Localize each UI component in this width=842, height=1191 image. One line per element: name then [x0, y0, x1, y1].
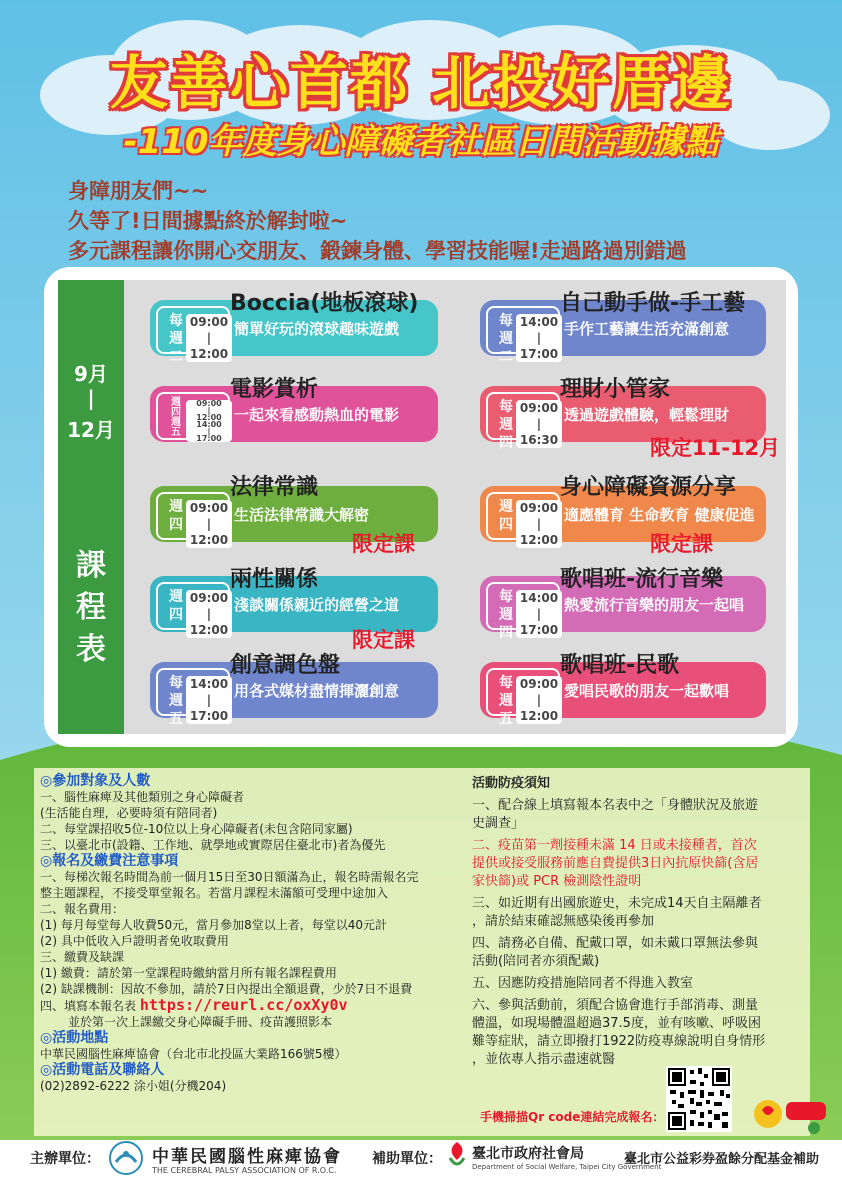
course-day: [496, 588, 516, 642]
day-char: 週: [499, 417, 513, 433]
course-name: 電影賞析: [230, 377, 319, 402]
info-line: 四、填寫本報名表: [40, 999, 140, 1013]
fund-text: 臺北市公益彩券盈餘分配基金補助: [624, 1152, 820, 1167]
period-sep: |: [87, 386, 95, 410]
qr-code[interactable]: [666, 1066, 732, 1132]
time-line: 12:00: [189, 623, 229, 637]
main-title: 友善心首都 北投好厝邊: [109, 49, 733, 117]
time-line: 09:00: [189, 501, 229, 515]
heading-registration: ◎報名及繳費注意事項: [40, 853, 179, 869]
time-line: 09:00: [519, 501, 559, 515]
day-char: 五: [499, 711, 513, 727]
heading-location: ◎活動地點: [40, 1030, 109, 1046]
day-char: 每: [499, 399, 513, 415]
info-line: 一、配合線上填寫報本名表中之「身體狀況及旅遊: [472, 798, 759, 813]
info-line: (2) 具中低收入戶證明者免收取費用: [40, 934, 229, 948]
day-char: 週: [171, 417, 181, 428]
intro-text: [68, 176, 687, 266]
course-name: 歌唱班-民歌: [560, 653, 680, 678]
info-line: (生活能自理，必要時須有陪同者): [40, 806, 218, 820]
course-day: [496, 498, 516, 534]
time-line: |: [536, 693, 542, 707]
contact-line: (02)2892-6222 涂小姐(分機204): [40, 1079, 227, 1093]
course-name: 自己動手做-手工藝: [560, 291, 746, 316]
time-line: |: [536, 517, 542, 531]
course-day: [166, 398, 186, 438]
day-char: 週: [499, 331, 513, 347]
heading-prevention: 活動防疫須知: [472, 776, 551, 791]
day-char: 二: [169, 349, 183, 365]
period-bottom: 12月: [67, 418, 115, 442]
time-line: 09:00: [189, 315, 229, 329]
day-char: 五: [169, 711, 183, 727]
course-description: 淺談關係親近的經營之道: [234, 596, 400, 614]
heading-participants: ◎參加對象及人數: [40, 773, 151, 789]
time-line: 14:00: [196, 420, 222, 429]
time-line: 16:30: [519, 433, 559, 447]
course-description: 透過遊戲體驗，輕鬆理財: [564, 406, 730, 424]
course-description: 一起來看感動熱血的電影: [234, 406, 400, 424]
day-char: 四: [169, 517, 183, 533]
support-label: 補助單位：: [372, 1151, 442, 1167]
day-char: 週: [169, 499, 183, 515]
host-name-en: THE CEREBRAL PALSY ASSOCIATION OF R.O.C.: [152, 1166, 337, 1175]
time-line: 12:00: [196, 413, 222, 422]
course-name: 創意調色盤: [230, 653, 341, 678]
day-char: 每: [499, 313, 513, 329]
day-char: 二: [499, 349, 513, 365]
info-line: 體溫，如現場體溫超過37.5度，並有咳嗽、呼吸困: [472, 1016, 761, 1031]
time-line: 17:00: [519, 623, 559, 637]
info-line: 難等症狀，請立即撥打1922防疫專線說明自身情形: [472, 1034, 766, 1049]
time-line: 17:00: [189, 709, 229, 723]
info-line: 三、以臺北市(設籍、工作地、就學地或實際居住臺北市)者為優先: [40, 838, 386, 852]
course-name: 法律常識: [230, 475, 319, 500]
time-line: 09:00: [519, 677, 559, 691]
day-char: 週: [171, 397, 181, 408]
day-char: 四: [499, 435, 513, 451]
course-day-badge: [156, 392, 230, 443]
time-line: 17:00: [519, 347, 559, 361]
info-line: 四、請務必自備、配戴口罩，如未戴口罩無法參與: [472, 936, 759, 951]
host-name: 中華民國腦性麻痺協會: [152, 1147, 342, 1167]
info-line: 史調查」: [472, 816, 525, 831]
course-day-badge: [156, 492, 230, 547]
time-line: |: [206, 517, 212, 531]
info-line: 五、因應防疫措施陪同者不得進入教室: [472, 976, 694, 991]
course-limit-badge: 限定課: [352, 628, 415, 652]
info-line: 六、參與活動前，須配合協會進行手部消毒、測量: [472, 998, 759, 1013]
time-line: |: [206, 693, 212, 707]
course-day: [166, 674, 186, 728]
course-day-badge: [156, 582, 230, 637]
course-description: 愛唱民歌的朋友一起歡唱: [564, 682, 730, 700]
course-time: [186, 590, 232, 638]
course-time: [186, 400, 232, 442]
time-line: |: [206, 607, 212, 621]
course-day-badge: [486, 582, 560, 641]
course-day: [166, 312, 186, 366]
info-line: ，並依專人指示盡速就醫: [472, 1052, 616, 1067]
time-line: 09:00: [189, 591, 229, 605]
course-time: [516, 676, 562, 724]
course-name: 兩性關係: [230, 567, 319, 592]
time-line: |: [536, 607, 542, 621]
day-char: 每: [169, 675, 183, 691]
day-char: 五: [171, 427, 181, 438]
course-time: [186, 314, 232, 362]
info-line-url: [40, 997, 419, 1014]
time-line: 14:00: [519, 591, 559, 605]
day-char: 週: [499, 499, 513, 515]
day-char: 每: [499, 589, 513, 605]
info-line: 三、如近期有出國旅遊史，未完成14天自主隔離者: [472, 896, 762, 911]
course-time: [186, 676, 232, 724]
info-line: 提供或接受服務前應自費提供3日內抗原快篩(含居: [472, 856, 759, 871]
day-char: 四: [499, 517, 513, 533]
time-line: |: [207, 427, 211, 436]
time-line: 17:00: [196, 434, 222, 443]
day-char: 四: [169, 607, 183, 623]
info-line: (1) 每月每堂每人收費50元，當月參加8堂以上者，每堂以40元計: [40, 918, 387, 932]
day-char: 週: [169, 693, 183, 709]
schedule-label-2: 程: [76, 590, 106, 625]
info-line: 三、繳費及缺課: [40, 950, 125, 964]
day-char: 四: [499, 625, 513, 641]
course-day-badge: [156, 668, 230, 727]
host-label: 主辦單位：: [30, 1151, 100, 1167]
course-description: 用各式媒材盡情揮灑創意: [234, 682, 400, 700]
info-left: [40, 773, 419, 1094]
scan-instruction: 手機掃描Qr code連結完成報名：: [480, 1110, 665, 1124]
info-line: 一、腦性麻痺及其他類別之身心障礙者: [40, 790, 245, 804]
info-right: [472, 775, 765, 1069]
period-top: 9月: [74, 362, 108, 386]
day-char: 週: [499, 607, 513, 623]
course-time: [186, 500, 232, 548]
support-name: 臺北市政府社會局: [472, 1146, 584, 1162]
heading-contact: ◎活動電話及聯絡人: [40, 1062, 165, 1078]
intro-line: 多元課程讓你開心交朋友、鍛鍊身體、學習技能喔!走過路過別錯過: [68, 239, 687, 263]
day-char: 週: [169, 331, 183, 347]
course-description: 簡單好玩的滾球趣味遊戲: [234, 320, 400, 338]
day-char: 四: [171, 407, 181, 418]
time-line: 14:00: [189, 677, 229, 691]
course-day-badge: [486, 492, 560, 547]
time-line: 12:00: [189, 533, 229, 547]
course-day: [166, 498, 186, 534]
course-name: 理財小管家: [560, 377, 671, 402]
info-line: 家快篩)或 PCR 檢測陰性證明: [472, 874, 642, 889]
support-name-en: Department of Social Welfare, Taipei City Government: [472, 1163, 662, 1171]
info-line: ，請於結束確認無感染後再參加: [472, 914, 655, 929]
info-line: 一、每梯次報名時間為前一個月15日至30日額滿為止，報名時需報名完: [40, 870, 419, 884]
time-line: 14:00: [519, 315, 559, 329]
host-logo-icon: [108, 1140, 144, 1176]
time-line: 12:00: [519, 709, 559, 723]
info-line: (2) 缺課機制：因故不參加，請於7日內提出全額退費，少於7日不退費: [40, 982, 413, 996]
day-char: 每: [499, 675, 513, 691]
info-line: 二、疫苗第一劑接種未滿 14 日或未接種者，首次: [472, 838, 757, 853]
time-line: |: [536, 331, 542, 345]
partner-logo: [752, 1090, 832, 1138]
course-limit-badge: 限定11-12月: [650, 436, 781, 460]
intro-line: 身障朋友們~~: [68, 179, 209, 203]
day-char: 每: [169, 313, 183, 329]
subtitle: -110年度身心障礙者社區日間活動據點: [123, 122, 719, 162]
time-line: |: [207, 406, 211, 415]
course-time: [516, 500, 562, 548]
time-line: 09:00: [519, 401, 559, 415]
course-description: 手作工藝讓生活充滿創意: [564, 320, 730, 338]
course-time: [516, 314, 562, 362]
course-description: 生活法律常識大解密: [234, 506, 370, 524]
info-line: 整主題課程，不接受單堂報名。若當月課程未滿額可受理中途加入: [40, 886, 389, 900]
course-day: [496, 398, 516, 452]
day-char: 週: [169, 589, 183, 605]
course-day: [496, 674, 516, 728]
info-line: (1) 繳費：請於第一堂課程時繳納當月所有報名課程費用: [40, 966, 337, 980]
course-limit-badge: 限定課: [650, 532, 713, 556]
info-line: 中華民國腦性麻痺協會（台北市北投區大業路166號5樓）: [40, 1047, 347, 1061]
info-line: 並於第一次上課繳交身心障礙手冊、疫苗護照影本: [68, 1015, 333, 1029]
course-day-badge: [156, 306, 230, 365]
course-limit-badge: 限定課: [352, 532, 415, 556]
time-line: |: [206, 331, 212, 345]
course-day-badge: [486, 306, 560, 365]
course-day-badge: [486, 668, 560, 727]
course-name: Boccia(地板滾球): [230, 291, 419, 316]
info-line: 二、報名費用：: [40, 902, 125, 916]
intro-line: 久等了!日間據點終於解封啦~: [68, 209, 348, 233]
course-name: 歌唱班-流行音樂: [560, 567, 724, 592]
course-time: [516, 590, 562, 638]
registration-link[interactable]: https://reurl.cc/oxXy0v: [139, 996, 348, 1014]
time-line: |: [536, 417, 542, 431]
course-description: 熱愛流行音樂的朋友一起唱: [564, 596, 745, 614]
time-line: 09:00: [196, 399, 222, 408]
schedule-label-3: 表: [76, 632, 106, 667]
course-description: 適應體育 生命教育 健康促進: [564, 506, 755, 524]
schedule-label-1: 課: [76, 548, 106, 583]
course-day-badge: [486, 392, 560, 451]
day-char: 週: [499, 693, 513, 709]
time-line: 12:00: [189, 347, 229, 361]
course-name: 身心障礙資源分享: [560, 475, 737, 500]
course-day: [496, 312, 516, 366]
support-logo-icon: [444, 1140, 470, 1174]
time-line: 12:00: [519, 533, 559, 547]
course-time: [516, 400, 562, 448]
info-line: 活動(陪同者亦須配戴): [472, 954, 600, 969]
course-day: [166, 588, 186, 624]
info-line: 二、每堂課招收5位-10位以上身心障礙者(未包含陪同家屬): [40, 822, 353, 836]
